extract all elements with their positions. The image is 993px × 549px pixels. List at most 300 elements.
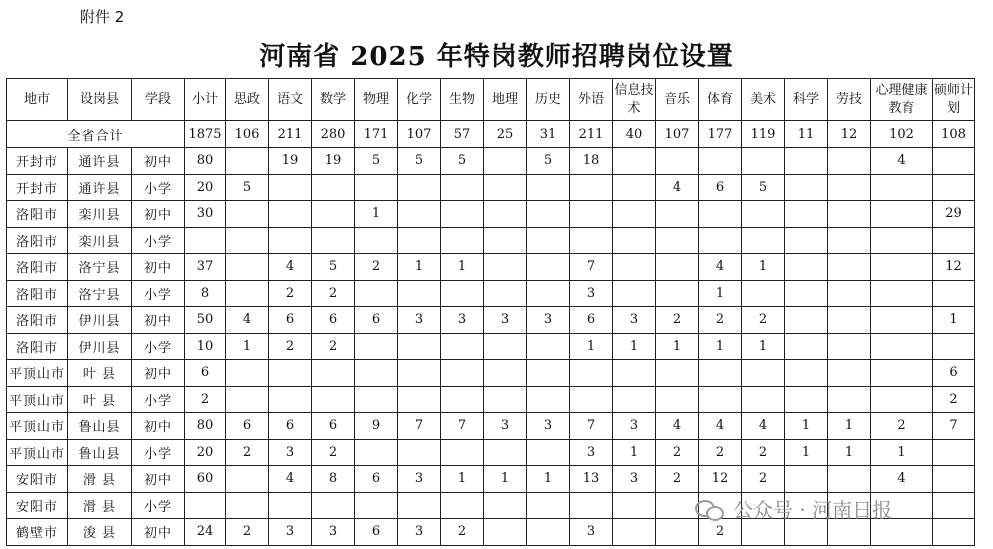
value-cell [484,492,527,519]
value-cell: 1 [699,333,742,360]
value-cell: 3 [398,307,441,334]
value-cell: 1 [441,466,484,493]
value-cell [441,280,484,307]
value-cell [699,360,742,387]
county-cell: 鲁山县 [68,439,132,466]
value-cell [269,386,312,413]
value-cell [871,254,933,281]
value-cell: 3 [269,519,312,546]
total-cell: 106 [226,121,269,148]
level-cell: 初中 [132,413,185,440]
value-cell [699,201,742,228]
value-cell [269,492,312,519]
value-cell: 2 [871,413,933,440]
city-cell: 平顶山市 [7,413,68,440]
column-header: 音乐 [656,79,699,121]
table-row [7,254,975,281]
value-cell [871,386,933,413]
city-cell: 开封市 [7,174,68,201]
value-cell [613,492,656,519]
value-cell [527,280,570,307]
total-cell: 108 [933,121,975,148]
column-header: 地市 [7,79,68,121]
value-cell [527,492,570,519]
value-cell [785,333,828,360]
value-cell [871,307,933,334]
value-cell: 2 [441,519,484,546]
column-header: 生物 [441,79,484,121]
value-cell: 80 [185,413,226,440]
value-cell: 4 [699,254,742,281]
level-cell: 初中 [132,466,185,493]
value-cell [185,227,226,254]
value-cell: 7 [570,254,613,281]
column-header: 物理 [355,79,398,121]
value-cell: 19 [312,148,355,175]
table-row [7,360,975,387]
value-cell: 2 [312,439,355,466]
value-cell: 2 [269,280,312,307]
total-cell: 107 [656,121,699,148]
value-cell [785,280,828,307]
value-cell [613,227,656,254]
value-cell [613,174,656,201]
value-cell [226,386,269,413]
value-cell: 7 [398,413,441,440]
value-cell: 1 [828,439,871,466]
value-cell [226,360,269,387]
value-cell [871,333,933,360]
value-cell: 5 [312,254,355,281]
value-cell: 1 [355,201,398,228]
value-cell: 1 [527,466,570,493]
value-cell [398,174,441,201]
value-cell: 3 [441,307,484,334]
value-cell [226,201,269,228]
column-header: 信息技术 [613,79,656,121]
table-row [7,307,975,334]
value-cell: 1 [742,254,785,281]
value-cell: 4 [699,413,742,440]
value-cell [656,201,699,228]
value-cell: 3 [484,307,527,334]
value-cell [933,333,975,360]
value-cell [441,333,484,360]
value-cell [871,360,933,387]
value-cell: 3 [613,466,656,493]
value-cell [484,174,527,201]
value-cell [613,360,656,387]
value-cell: 1 [742,333,785,360]
level-cell: 初中 [132,360,185,387]
value-cell [312,201,355,228]
value-cell: 4 [226,307,269,334]
value-cell [527,201,570,228]
city-cell: 开封市 [7,148,68,175]
value-cell [871,201,933,228]
value-cell: 5 [355,148,398,175]
value-cell: 2 [742,307,785,334]
value-cell: 2 [312,280,355,307]
value-cell [484,148,527,175]
value-cell [484,201,527,228]
value-cell: 1 [613,333,656,360]
county-cell: 浚 县 [68,519,132,546]
value-cell [570,227,613,254]
value-cell: 20 [185,439,226,466]
value-cell [269,174,312,201]
value-cell [570,201,613,228]
value-cell: 1 [933,307,975,334]
total-cell: 211 [269,121,312,148]
value-cell: 1 [484,466,527,493]
value-cell [828,360,871,387]
column-header: 思政 [226,79,269,121]
value-cell: 2 [742,439,785,466]
value-cell: 2 [933,386,975,413]
value-cell [312,360,355,387]
value-cell: 20 [185,174,226,201]
value-cell: 3 [312,519,355,546]
value-cell [355,360,398,387]
value-cell: 1 [871,439,933,466]
value-cell [656,492,699,519]
city-cell: 平顶山市 [7,386,68,413]
column-header: 地理 [484,79,527,121]
table-row [7,227,975,254]
value-cell [398,227,441,254]
city-cell: 安阳市 [7,492,68,519]
value-cell [656,227,699,254]
total-cell: 11 [785,121,828,148]
value-cell: 1 [570,333,613,360]
value-cell: 1 [441,254,484,281]
value-cell [828,466,871,493]
value-cell [828,201,871,228]
value-cell [269,227,312,254]
value-cell [312,174,355,201]
value-cell [527,227,570,254]
value-cell [871,227,933,254]
value-cell: 3 [398,466,441,493]
column-header: 美术 [742,79,785,121]
level-cell: 小学 [132,174,185,201]
value-cell: 12 [699,466,742,493]
value-cell: 4 [656,174,699,201]
value-cell: 2 [699,519,742,546]
value-cell: 50 [185,307,226,334]
value-cell [742,386,785,413]
value-cell: 7 [441,413,484,440]
value-cell: 3 [484,413,527,440]
county-cell: 鲁山县 [68,413,132,440]
value-cell: 4 [871,148,933,175]
table-row [7,201,975,228]
value-cell [785,148,828,175]
value-cell [355,174,398,201]
value-cell [527,519,570,546]
value-cell [828,254,871,281]
value-cell: 1 [398,254,441,281]
value-cell: 2 [185,386,226,413]
value-cell [527,254,570,281]
value-cell [484,360,527,387]
value-cell: 3 [527,413,570,440]
value-cell [226,227,269,254]
value-cell [398,439,441,466]
column-header: 体育 [699,79,742,121]
table-row [7,439,975,466]
value-cell [656,386,699,413]
value-cell [527,174,570,201]
value-cell [441,227,484,254]
value-cell [269,201,312,228]
value-cell [527,333,570,360]
value-cell [785,201,828,228]
value-cell: 2 [312,333,355,360]
value-cell [785,360,828,387]
table-header-row [7,79,975,121]
value-cell [656,519,699,546]
value-cell [828,227,871,254]
total-cell: 171 [355,121,398,148]
level-cell: 小学 [132,386,185,413]
value-cell [613,280,656,307]
value-cell: 4 [656,413,699,440]
value-cell [785,174,828,201]
value-cell [570,174,613,201]
value-cell: 2 [699,439,742,466]
value-cell: 2 [269,333,312,360]
value-cell: 30 [185,201,226,228]
value-cell [484,254,527,281]
value-cell: 1 [699,280,742,307]
value-cell: 5 [398,148,441,175]
value-cell: 13 [570,466,613,493]
value-cell [699,386,742,413]
value-cell [828,307,871,334]
county-cell: 叶 县 [68,386,132,413]
value-cell: 2 [742,466,785,493]
total-cell: 12 [828,121,871,148]
column-header: 科学 [785,79,828,121]
value-cell: 18 [570,148,613,175]
column-header: 设岗县 [68,79,132,121]
value-cell: 2 [226,519,269,546]
table-row [7,174,975,201]
value-cell [613,201,656,228]
value-cell: 3 [398,519,441,546]
value-cell [742,360,785,387]
value-cell: 24 [185,519,226,546]
value-cell [441,439,484,466]
value-cell [871,174,933,201]
value-cell: 1 [656,333,699,360]
city-cell: 洛阳市 [7,307,68,334]
value-cell: 6 [269,413,312,440]
value-cell: 6 [699,174,742,201]
value-cell: 6 [355,519,398,546]
value-cell [355,227,398,254]
value-cell: 4 [871,466,933,493]
value-cell [933,280,975,307]
value-cell [355,333,398,360]
recruitment-table [6,78,975,546]
value-cell [527,386,570,413]
value-cell [871,280,933,307]
level-cell: 初中 [132,254,185,281]
value-cell [312,492,355,519]
value-cell [699,227,742,254]
value-cell [933,439,975,466]
value-cell [355,280,398,307]
value-cell [226,148,269,175]
value-cell: 2 [699,307,742,334]
value-cell [441,174,484,201]
column-header: 外语 [570,79,613,121]
value-cell [742,201,785,228]
value-cell: 12 [933,254,975,281]
value-cell: 6 [312,307,355,334]
value-cell [226,466,269,493]
value-cell [699,148,742,175]
county-cell: 滑 县 [68,466,132,493]
value-cell: 1 [226,333,269,360]
total-cell: 119 [742,121,785,148]
value-cell [226,492,269,519]
value-cell: 1 [785,413,828,440]
city-cell: 洛阳市 [7,201,68,228]
value-cell: 5 [441,148,484,175]
county-cell: 栾川县 [68,201,132,228]
watermark-text: 公众号 · 河南日报 [733,498,893,522]
county-cell: 洛宁县 [68,280,132,307]
column-header: 劳技 [828,79,871,121]
table-row [7,148,975,175]
attachment-label: 附件 2 [80,8,125,26]
value-cell [398,360,441,387]
value-cell [527,360,570,387]
total-row [7,121,975,148]
total-cell: 102 [871,121,933,148]
value-cell [828,174,871,201]
value-cell: 4 [269,254,312,281]
value-cell: 6 [185,360,226,387]
level-cell: 小学 [132,227,185,254]
value-cell: 6 [226,413,269,440]
value-cell [742,280,785,307]
table-row [7,413,975,440]
page-title: 河南省 2025 年特岗教师招聘岗位设置 [259,42,734,72]
city-cell: 洛阳市 [7,333,68,360]
value-cell [785,307,828,334]
value-cell [785,386,828,413]
value-cell [441,492,484,519]
value-cell [933,466,975,493]
county-cell: 伊川县 [68,333,132,360]
value-cell [355,492,398,519]
value-cell [484,519,527,546]
value-cell [570,386,613,413]
value-cell: 2 [355,254,398,281]
total-cell: 1875 [185,121,226,148]
value-cell: 3 [527,307,570,334]
value-cell [656,280,699,307]
value-cell [527,439,570,466]
column-header: 心理健康教育 [871,79,933,121]
total-label: 全省合计 [7,121,185,148]
value-cell: 2 [656,466,699,493]
level-cell: 小学 [132,280,185,307]
value-cell [613,254,656,281]
value-cell: 6 [933,360,975,387]
value-cell [933,492,975,519]
value-cell [185,492,226,519]
city-cell: 洛阳市 [7,227,68,254]
wechat-icon [695,498,725,520]
value-cell [613,519,656,546]
value-cell [828,386,871,413]
value-cell: 5 [226,174,269,201]
column-header: 历史 [527,79,570,121]
value-cell [785,254,828,281]
value-cell: 2 [656,307,699,334]
column-header: 语文 [269,79,312,121]
total-cell: 25 [484,121,527,148]
value-cell [398,280,441,307]
value-cell: 7 [570,413,613,440]
value-cell: 3 [570,439,613,466]
level-cell: 初中 [132,519,185,546]
value-cell [269,360,312,387]
county-cell: 通许县 [68,148,132,175]
value-cell: 2 [656,439,699,466]
value-cell [312,227,355,254]
value-cell [312,386,355,413]
value-cell: 4 [269,466,312,493]
city-cell: 平顶山市 [7,360,68,387]
level-cell: 初中 [132,201,185,228]
total-cell: 107 [398,121,441,148]
value-cell [933,148,975,175]
value-cell [656,148,699,175]
value-cell [398,492,441,519]
value-cell [828,333,871,360]
table-row [7,386,975,413]
value-cell: 37 [185,254,226,281]
column-header: 数学 [312,79,355,121]
value-cell [441,201,484,228]
value-cell [398,201,441,228]
value-cell: 29 [933,201,975,228]
value-cell [484,333,527,360]
value-cell [355,439,398,466]
city-cell: 洛阳市 [7,254,68,281]
value-cell [355,386,398,413]
city-cell: 平顶山市 [7,439,68,466]
value-cell: 3 [613,413,656,440]
value-cell: 3 [570,280,613,307]
value-cell: 7 [933,413,975,440]
value-cell: 2 [226,439,269,466]
city-cell: 鹤壁市 [7,519,68,546]
level-cell: 小学 [132,439,185,466]
value-cell [742,227,785,254]
value-cell: 5 [742,174,785,201]
value-cell [226,254,269,281]
value-cell [484,280,527,307]
watermark [695,494,892,523]
